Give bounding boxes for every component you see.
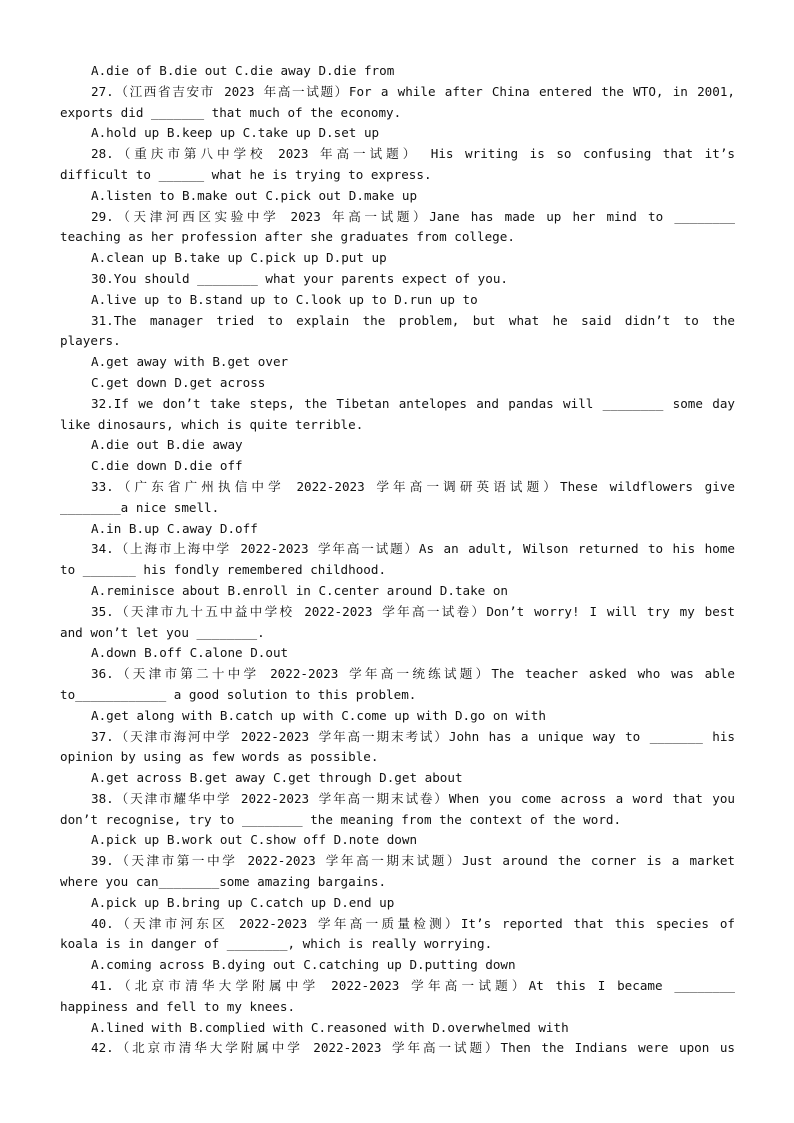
text-line: 33.（广东省广州执信中学 2022-2023 学年高一调研英语试题）These wildflowers give	[91, 478, 735, 494]
text-line: A.pick up B.bring up C.catch up D.end up	[91, 894, 395, 910]
text-line: to____________ a good solution to this problem.	[60, 686, 417, 702]
text-line: 41.（北京市清华大学附属中学 2022-2023 学年高一试题）At this I became ________	[91, 978, 735, 994]
text-line: 29.（天津河西区实验中学 2023 年高一试题）Jane has made up her mind to ________	[91, 208, 735, 224]
text-line: 35.（天津市九十五中益中学校 2022-2023 学年高一试卷）Don’t worry! I will try my best	[91, 603, 735, 619]
text-line: A.die out B.die away	[91, 437, 243, 453]
text-line: A.reminisce about B.enroll in C.center around D.take on	[91, 582, 509, 598]
text-line: happiness and fell to my knees.	[60, 998, 296, 1014]
text-line: 34.（上海市上海中学 2022-2023 学年高一试题）As an adult, Wilson returned to his home	[91, 541, 735, 557]
text-line: A.get along with B.catch up with C.come up with D.go on with	[91, 707, 546, 723]
text-line: A.get across B.get away C.get through D.get about	[91, 770, 463, 786]
text-line: 32.If we don’t take steps, the Tibetan antelopes and pandas will ________ some day	[91, 395, 735, 411]
text-line: teaching as her profession after she graduates from college.	[60, 229, 515, 245]
text-line: and won’t let you ________.	[60, 624, 265, 640]
text-line: A.hold up B.keep up C.take up D.set up	[91, 125, 380, 141]
text-line: A.coming across B.dying out C.catching up D.putting down	[91, 957, 516, 973]
text-line: 31.The manager tried to explain the problem, but what he said didn’t to the	[91, 312, 735, 328]
text-line: A.in B.up C.away D.off	[91, 520, 258, 536]
text-line: A.lined with B.complied with C.reasoned with D.overwhelmed with	[91, 1019, 569, 1035]
text-line: A.listen to B.make out C.pick out D.make up	[91, 187, 418, 203]
text-line: 30.You should ________ what your parents expect of you.	[91, 270, 509, 286]
text-line: A.die of B.die out C.die away D.die from	[91, 63, 395, 78]
text-line: where you can________some amazing bargains.	[60, 874, 387, 890]
text-line: difficult to ______ what he is trying to express.	[60, 166, 432, 182]
document-page	[60, 61, 735, 1059]
text-line: C.die down D.die off	[91, 458, 243, 474]
text-line: 27.（江西省吉安市 2023 年高一试题）For a while after China entered the WTO, in 2001,	[91, 83, 735, 99]
text-line: A.live up to B.stand up to C.look up to D.run up to	[91, 291, 478, 307]
text-line: 39.（天津市第一中学 2022-2023 学年高一期末试题）Just around the corner is a market	[91, 853, 735, 869]
text-line: 42.（北京市清华大学附属中学 2022-2023 学年高一试题）Then the Indians were upon us	[91, 1040, 735, 1056]
text-line: 38.（天津市耀华中学 2022-2023 学年高一期末试卷）When you come across a word that you	[91, 790, 735, 806]
text-line: don’t recognise, try to ________ the meaning from the context of the word.	[60, 811, 622, 827]
text-line: 37.（天津市海河中学 2022-2023 学年高一期末考试）John has a unique way to _______ his	[91, 728, 735, 744]
text-line: koala is in danger of ________, which is really worrying.	[60, 936, 493, 952]
text-line: 28.（重庆市第八中学校 2023 年高一试题） His writing is so confusing that it’s	[91, 146, 735, 162]
text-line: exports did _______ that much of the economy.	[60, 104, 402, 120]
text-line: 36.（天津市第二十中学 2022-2023 学年高一统练试题）The teacher asked who was able	[91, 666, 735, 682]
text-line: players.	[60, 333, 121, 349]
text-line: opinion by using as few words as possible.	[60, 749, 379, 765]
text-line: to _______ his fondly remembered childhood.	[60, 562, 387, 578]
text-line: ________a nice smell.	[60, 499, 220, 515]
text-line: A.down B.off C.alone D.out	[91, 645, 289, 661]
text-line: C.get down D.get across	[91, 374, 266, 390]
text-line: like dinosaurs, which is quite terrible.	[60, 416, 364, 432]
text-line: A.get away with B.get over	[91, 354, 289, 370]
text-line: A.clean up B.take up C.pick up D.put up	[91, 250, 387, 266]
text-line: A.pick up B.work out C.show off D.note down	[91, 832, 418, 848]
text-line: 40.（天津市河东区 2022-2023 学年高一质量检测）It’s reported that this species of	[91, 915, 735, 931]
